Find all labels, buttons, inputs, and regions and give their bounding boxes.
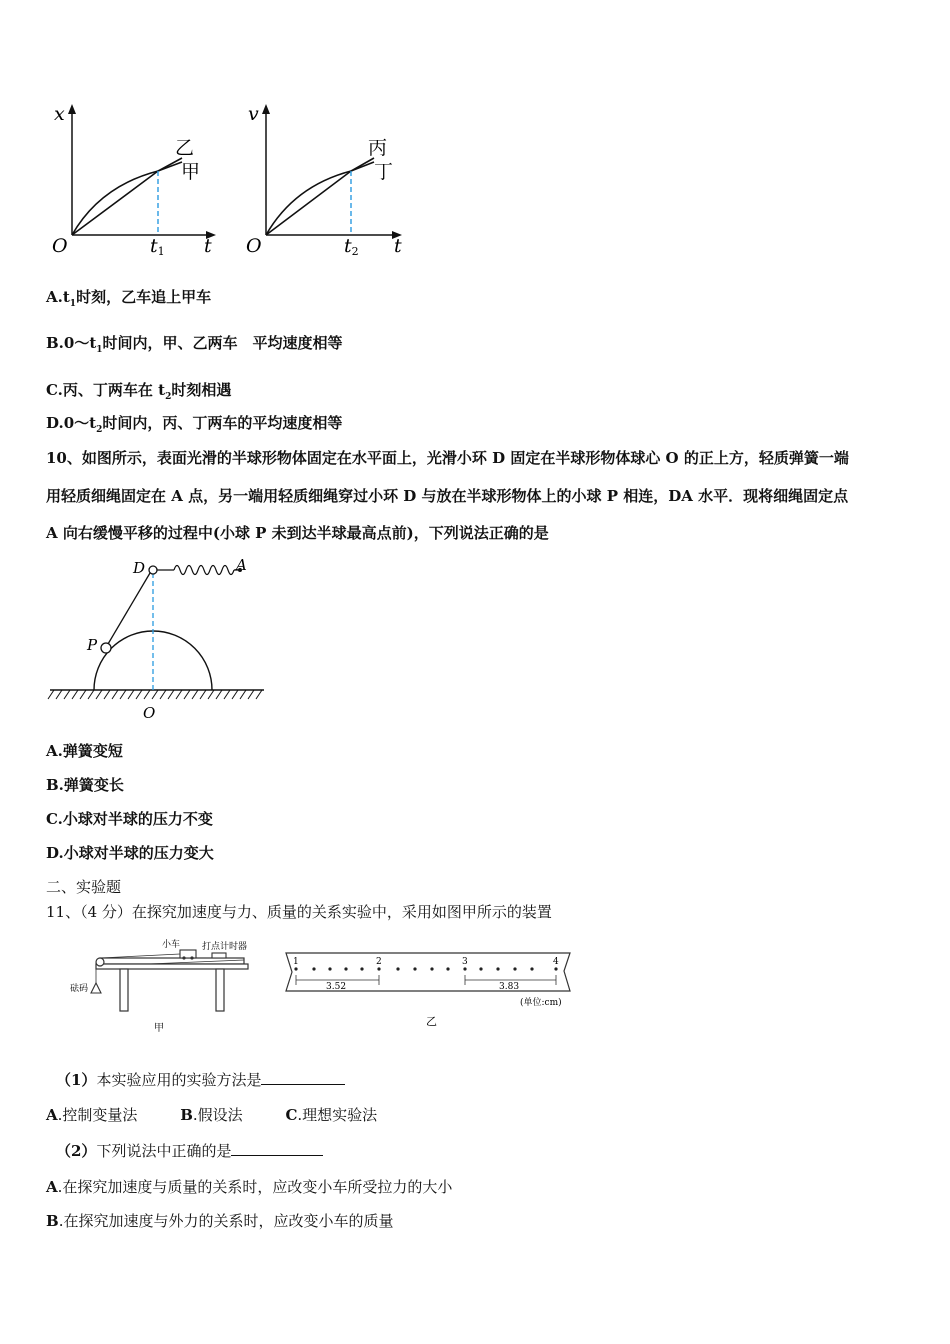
q10-stem-line-3: A 向右缓慢平移的过程中(小球 P 未到达半球最高点前)，下列说法正确的是 bbox=[46, 524, 549, 542]
label-d: D bbox=[133, 559, 146, 577]
tape-point-4: 4 bbox=[553, 957, 559, 967]
spring bbox=[174, 566, 234, 575]
curve-ding bbox=[266, 158, 374, 235]
xt-curve-lower-label: 甲 bbox=[181, 161, 201, 183]
q11-sub1-blank[interactable] bbox=[261, 1070, 345, 1085]
vt-y-axis-label: v bbox=[248, 103, 259, 125]
q11-sub1-option-b: B.假设法 bbox=[180, 1106, 243, 1124]
vt-tick-label: t2 bbox=[344, 235, 359, 258]
q10-hemisphere-figure bbox=[44, 555, 274, 725]
label-o: O bbox=[143, 704, 156, 722]
section-title: 二、实验题 bbox=[46, 878, 122, 896]
xt-graph bbox=[52, 103, 216, 258]
xt-x-axis-label: t bbox=[204, 235, 212, 257]
q11-sub2: （2）下列说法中正确的是 bbox=[56, 1140, 323, 1161]
cart-label: 小车 bbox=[162, 940, 181, 950]
q11-sub1-options bbox=[46, 1104, 377, 1125]
curve-yi bbox=[72, 162, 182, 235]
vt-origin-label: O bbox=[246, 235, 262, 257]
label-p: P bbox=[87, 636, 98, 654]
q10-option-b: B.弹簧变长 bbox=[46, 776, 124, 794]
vt-curve-lower-label: 丁 bbox=[374, 161, 394, 183]
q11-sub2-statement-a: A.在探究加速度与质量的关系时，应改变小车所受拉力的大小 bbox=[46, 1178, 453, 1196]
ball-p bbox=[101, 643, 111, 653]
xt-y-axis-label: x bbox=[54, 103, 65, 125]
q11-tape-figure bbox=[278, 945, 580, 1035]
q9-option-d: $D.0\sim t_2$时间内，丙、丁两车的平均速度相等 bbox=[46, 414, 343, 435]
timer bbox=[212, 953, 226, 958]
cart bbox=[180, 950, 196, 958]
q11-sub2-blank[interactable] bbox=[231, 1141, 323, 1156]
vt-graph bbox=[246, 103, 402, 258]
label-a: A bbox=[236, 556, 247, 574]
tape-unit: (单位:cm) bbox=[520, 998, 562, 1008]
xt-origin-label: O bbox=[52, 235, 68, 257]
ring-d bbox=[149, 566, 157, 574]
q11-apparatus-figure bbox=[66, 935, 266, 1035]
tape-point-1: 1 bbox=[293, 957, 299, 967]
fig-yi-caption: 乙 bbox=[426, 1015, 437, 1028]
motion-graphs bbox=[40, 98, 420, 258]
tape-dist-2: 3.83 bbox=[499, 982, 520, 992]
tape-point-3: 3 bbox=[462, 957, 468, 967]
vt-curve-upper-label: 丙 bbox=[368, 137, 388, 159]
q11-sub1-option-a: A.控制变量法 bbox=[46, 1106, 138, 1124]
q10-option-a: A.弹簧变短 bbox=[46, 742, 123, 760]
xt-curve-upper-label: 乙 bbox=[175, 137, 195, 159]
q9-option-a: $A.t_1$时刻，乙车追上甲车 bbox=[46, 288, 212, 309]
q10-stem-line-2: 用轻质细绳固定在 A 点，另一端用轻质细绳穿过小环 D 与放在半球形物体上的小球 P 相连，DA 水平．现将细绳固定点 bbox=[46, 487, 849, 505]
q11-stem: 11、（4 分）在探究加速度与力、质量的关系实验中，采用如图甲所示的装置 bbox=[46, 903, 552, 921]
q10-option-d: D.小球对半球的压力变大 bbox=[46, 844, 214, 862]
q9-option-b: $B.0\sim t_1$时间内，甲、乙两车 平均速度相等 bbox=[46, 334, 343, 355]
xt-tick-label: t1 bbox=[150, 235, 165, 258]
q10-stem-line-1: 10、如图所示，表面光滑的半球形物体固定在水平面上，光滑小环 D 固定在半球形物体球心 O 的正上方，轻质弹簧一端 bbox=[46, 449, 849, 467]
vt-x-axis-label: t bbox=[394, 235, 402, 257]
q11-sub1: （1）本实验应用的实验方法是 bbox=[56, 1069, 345, 1090]
tape-point-2: 2 bbox=[376, 957, 382, 967]
q11-sub1-option-c: C.理想实验法 bbox=[285, 1106, 378, 1124]
curve-jia bbox=[72, 158, 182, 235]
curve-bing bbox=[266, 162, 374, 235]
q9-option-c: C.丙、丁两车在 $t_2$时刻相遇 bbox=[46, 381, 232, 402]
fig-jia-caption: 甲 bbox=[154, 1023, 164, 1034]
q11-sub2-statement-b: B.在探究加速度与外力的关系时，应改变小车的质量 bbox=[46, 1212, 394, 1230]
weight bbox=[91, 983, 101, 993]
tape-dist-1: 3.52 bbox=[326, 982, 347, 992]
timer-label: 打点计时器 bbox=[202, 942, 248, 952]
weight-label: 砝码 bbox=[70, 984, 89, 994]
q10-option-c: C.小球对半球的压力不变 bbox=[46, 810, 213, 828]
